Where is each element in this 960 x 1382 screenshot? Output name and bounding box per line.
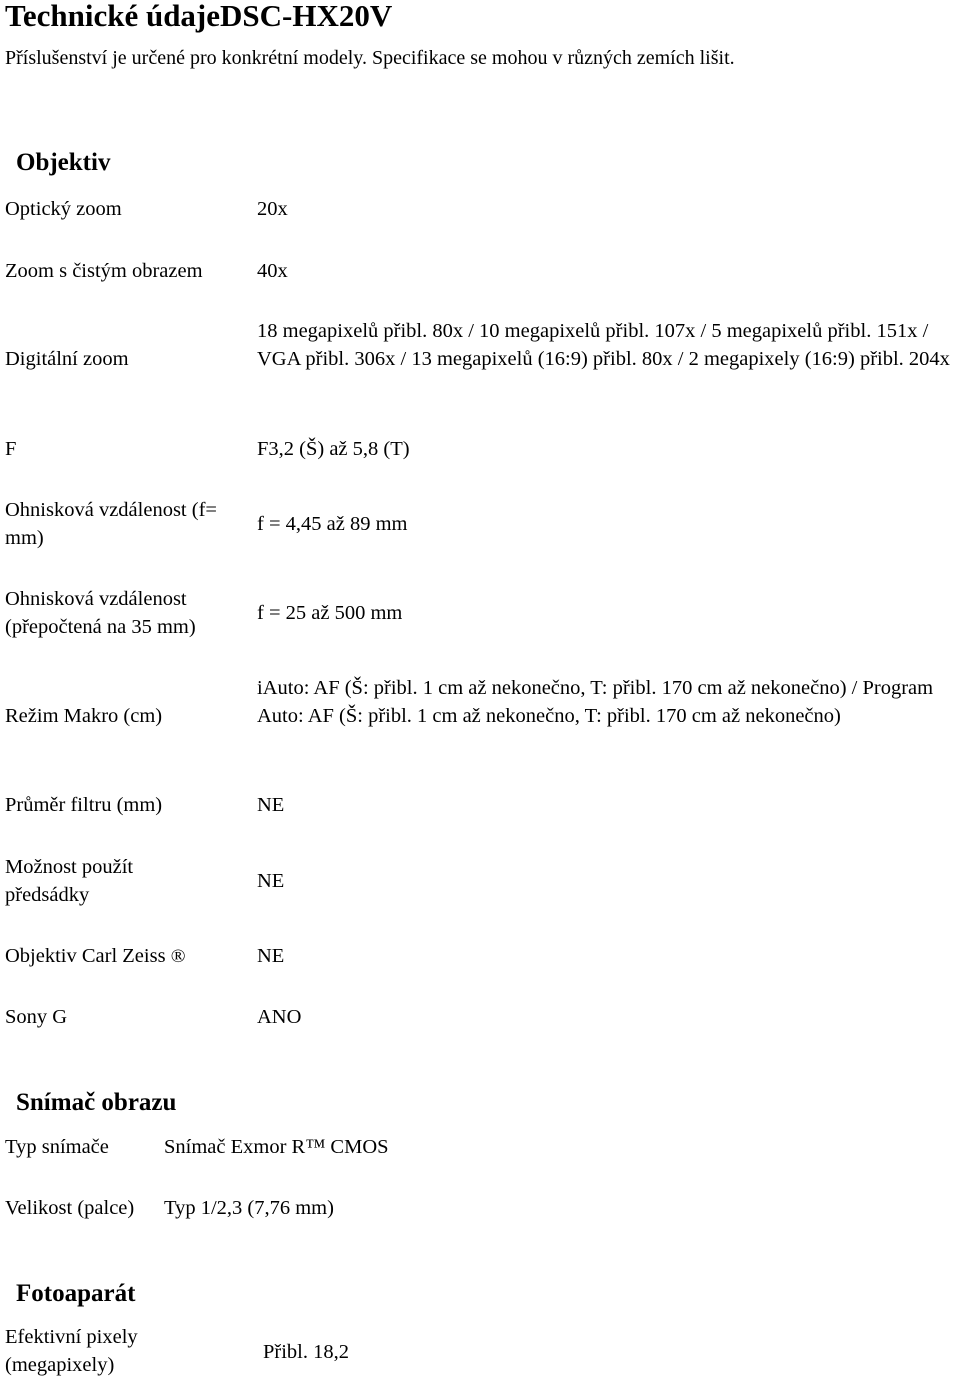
- registered-mark: ®: [170, 946, 186, 967]
- spec-label-predsadky: Možnost použít předsádky: [5, 856, 134, 906]
- spec-label-digitalni-zoom: Digitální zoom: [5, 348, 129, 370]
- spec-label-f: F: [5, 438, 17, 460]
- spec-value-efektivni-pixely: Přibl. 18,2: [263, 1341, 349, 1363]
- spec-label-typ-snimace: Typ snímače: [5, 1136, 109, 1158]
- spec-label-carl-zeiss-text: Objektiv Carl Zeiss: [5, 945, 166, 967]
- section-heading-snimac: Snímač obrazu: [16, 1089, 177, 1116]
- spec-value-carl-zeiss: NE: [257, 945, 285, 967]
- spec-value-typ-snimace: Snímač Exmor R™ CMOS: [164, 1136, 389, 1158]
- page-title: Technické údajeDSC-HX20V: [5, 0, 393, 33]
- spec-label-ohniskova-vzdalenost: Ohnisková vzdálenost (f= mm): [5, 499, 217, 549]
- spec-label-sony-g: Sony G: [5, 1006, 68, 1028]
- spec-label-rezim-makro: Režim Makro (cm): [5, 705, 163, 727]
- spec-value-zoom-cisty-obraz: 40x: [257, 260, 288, 282]
- spec-label-efektivni-pixely: Efektivní pixely (megapixely): [5, 1326, 138, 1376]
- section-heading-objektiv: Objektiv: [16, 149, 111, 176]
- spec-value-ohniskova-vzdalenost: f = 4,45 až 89 mm: [257, 513, 408, 535]
- spec-label-prumer-filtru: Průměr filtru (mm): [5, 794, 163, 816]
- spec-value-rezim-makro: iAuto: AF (Š: přibl. 1 cm až nekonečno, T: přibl. 170 cm až nekonečno) / Program Auto: AF (Š: přibl. 1 cm až nekonečno, T: přibl. 170 cm až nekonečno): [257, 677, 934, 727]
- spec-value-predsadky: NE: [257, 870, 285, 892]
- spec-label-carl-zeiss: [5, 942, 245, 971]
- spec-value-ohniskova-vzdalenost-35mm: f = 25 až 500 mm: [257, 602, 403, 624]
- spec-label-zoom-cisty-obraz: Zoom s čistým obrazem: [5, 260, 203, 282]
- spec-label-ohniskova-vzdalenost-35mm: Ohnisková vzdálenost (přepočtená na 35 mm): [5, 588, 196, 638]
- spec-value-prumer-filtru: NE: [257, 794, 285, 816]
- spec-value-digitalni-zoom: 18 megapixelů přibl. 80x / 10 megapixelů přibl. 107x / 5 megapixelů přibl. 151x / VGA přibl. 306x / 13 megapixelů (16:9) přibl. 80x / 2 megapixely (16:9) přibl. 204x: [257, 320, 950, 370]
- spec-value-sony-g: ANO: [257, 1006, 302, 1028]
- spec-value-velikost: Typ 1/2,3 (7,76 mm): [164, 1197, 334, 1219]
- spec-value-f: F3,2 (Š) až 5,8 (T): [257, 438, 410, 460]
- page-subtitle: Příslušenství je určené pro konkrétní modely. Specifikace se mohou v různých zemích lišit.: [5, 47, 735, 69]
- spec-value-opticky-zoom: 20x: [257, 198, 288, 220]
- spec-label-opticky-zoom: Optický zoom: [5, 198, 122, 220]
- spec-label-velikost: Velikost (palce): [5, 1197, 135, 1219]
- section-heading-fotoaparat: Fotoaparát: [16, 1280, 136, 1307]
